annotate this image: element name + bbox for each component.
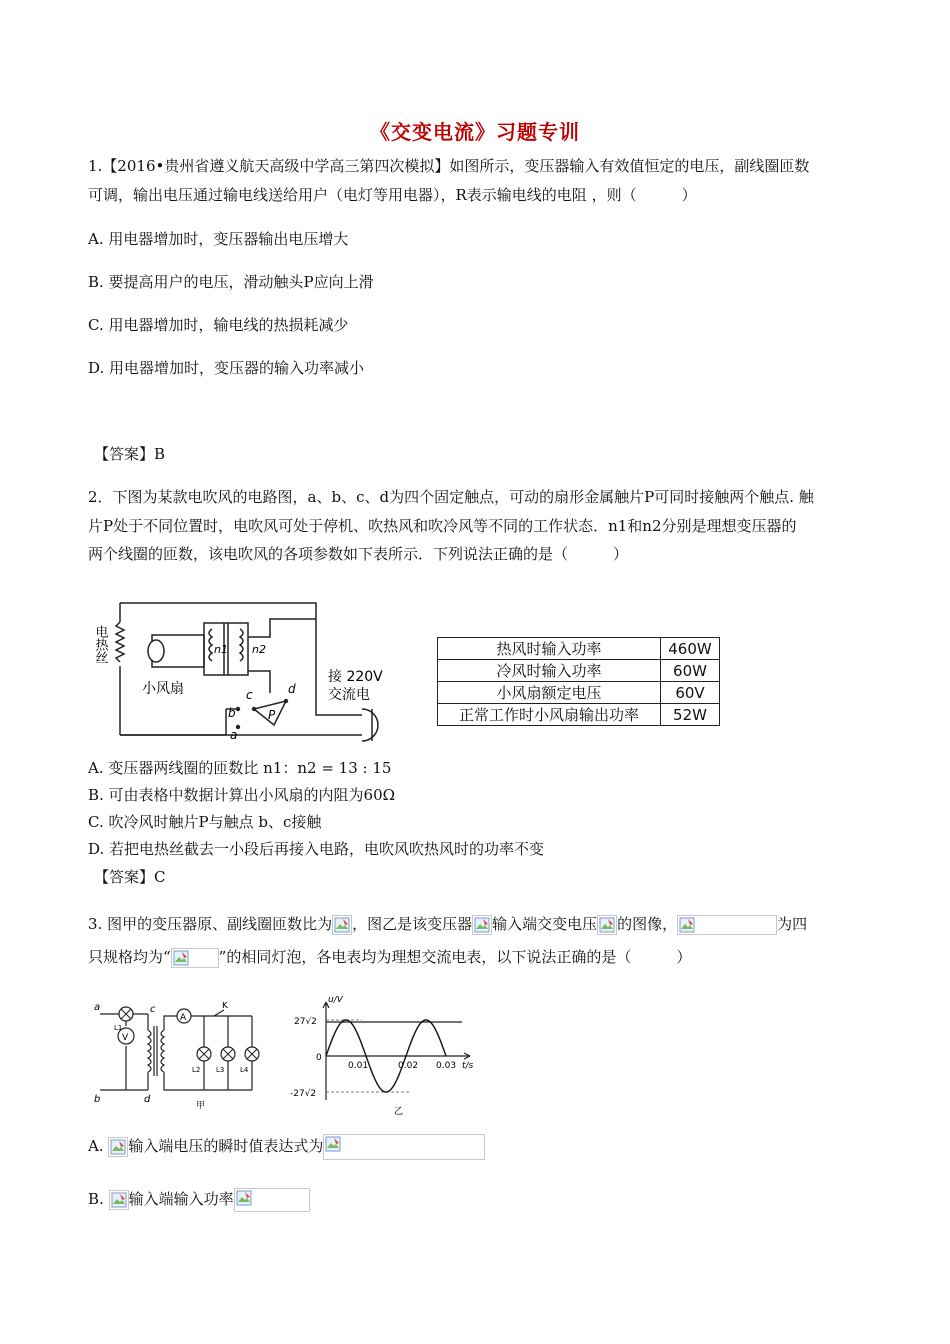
broken-image-icon bbox=[597, 915, 617, 935]
heater-label: 电热丝 bbox=[92, 625, 108, 664]
graph-ytop-label: 27√2 bbox=[294, 1017, 317, 1027]
graph-xlabel: t/s bbox=[462, 1061, 474, 1071]
q1-option-d: D. 用电器增加时，变压器的输入功率减小 bbox=[88, 359, 365, 377]
table-cell-param: 小风扇额定电压 bbox=[438, 682, 661, 704]
page-title: 《交变电流》习题专训 bbox=[370, 120, 580, 144]
broken-image-icon bbox=[108, 1137, 128, 1157]
q3-terminal-a: a bbox=[94, 1002, 101, 1013]
q3-terminal-d: d bbox=[144, 1094, 151, 1105]
q3-option-b-prefix: B. bbox=[88, 1190, 109, 1208]
q2-option-b: B. 可由表格中数据计算出小风扇的内阻为60Ω bbox=[88, 786, 396, 804]
broken-image-icon bbox=[323, 1134, 485, 1160]
broken-image-icon bbox=[234, 1188, 310, 1212]
transformer-lamp-circuit-diagram bbox=[92, 1002, 282, 1112]
table-cell-param: 正常工作时小风扇输出功率 bbox=[438, 704, 661, 726]
contact-a-label: a bbox=[230, 728, 238, 742]
table-row bbox=[438, 704, 720, 726]
q3-option-a-prefix: A. bbox=[88, 1137, 109, 1155]
n1-label: n1 bbox=[214, 643, 228, 656]
q3-stem-line1 bbox=[88, 914, 807, 935]
slider-p-label: P bbox=[268, 708, 276, 722]
broken-image-icon bbox=[677, 915, 777, 935]
contact-c-label: c bbox=[246, 688, 253, 702]
q1-answer: 【答案】B bbox=[94, 445, 166, 463]
broken-image-icon bbox=[109, 1190, 129, 1210]
broken-image-icon bbox=[332, 915, 352, 935]
voltmeter-label: V bbox=[122, 1033, 129, 1043]
q2-answer: 【答案】C bbox=[94, 868, 166, 886]
contact-b-label: b bbox=[228, 706, 236, 720]
q2-stem-line1: 2．下图为某款电吹风的电路图，a、b、c、d为四个固定触点，可动的扇形金属触片P可同时接触两个触点. 触 bbox=[88, 488, 814, 506]
table-cell-value: 60W bbox=[661, 660, 720, 682]
graph-ylabel: u/V bbox=[328, 996, 343, 1005]
q3-option-b-text: 输入端输入功率 bbox=[128, 1190, 234, 1208]
q1-option-b: B. 要提高用户的电压，滑动触头P应向上滑 bbox=[88, 273, 374, 291]
q3-option-b bbox=[88, 1188, 310, 1212]
hair-dryer-circuit-diagram bbox=[90, 597, 410, 747]
q3-option-a-text: 输入端电压的瞬时值表达式为 bbox=[128, 1137, 324, 1155]
lamp-l1-label: L1 bbox=[114, 1024, 123, 1032]
source-label-line1: 接 220V bbox=[328, 669, 383, 685]
q3-text-1b: ，图乙是该变压器 bbox=[352, 915, 473, 933]
table-cell-value: 52W bbox=[661, 704, 720, 726]
q1-option-a: A. 用电器增加时，变压器输出电压增大 bbox=[88, 230, 349, 248]
q3-terminal-b: b bbox=[94, 1094, 101, 1105]
graph-origin-label: 0 bbox=[316, 1053, 322, 1063]
figure-jia-label: 甲 bbox=[196, 1101, 206, 1111]
q2-stem-line3: 两个线圈的匝数，该电吹风的各项参数如下表所示．下列说法正确的是（ ） bbox=[88, 545, 629, 563]
table-row bbox=[438, 682, 720, 704]
graph-xtick-1: 0.01 bbox=[348, 1061, 369, 1071]
q3-text-1d: 的图像， bbox=[617, 915, 678, 933]
broken-image-icon bbox=[472, 915, 492, 935]
q3-text-1e: 为四 bbox=[777, 915, 808, 933]
q2-option-c: C. 吹冷风时触片P与触点 b、c接触 bbox=[88, 813, 322, 831]
contact-d-label: d bbox=[288, 682, 296, 696]
hair-dryer-parameter-table bbox=[437, 637, 720, 726]
q2-option-d: D. 若把电热丝截去一小段后再接入电路，电吹风吹热风时的功率不变 bbox=[88, 840, 545, 858]
q3-text-1c: 输入端交变电压 bbox=[492, 915, 598, 933]
q2-option-a: A. 变压器两线圈的匝数比 n1：n2 = 13 : 15 bbox=[88, 759, 392, 777]
fan-label: 小风扇 bbox=[142, 681, 184, 697]
n2-label: n2 bbox=[252, 643, 266, 656]
lamp-l2-label: L2 bbox=[192, 1066, 201, 1074]
q1-stem-line1: 1.【2016•贵州省遵义航天高级中学高三第四次模拟】如图所示，变压器输入有效值恒定的电压，副线圈匝数 bbox=[88, 157, 810, 175]
voltage-waveform-graph bbox=[290, 996, 490, 1116]
q3-text-2b: ”的相同灯泡，各电表均为理想交流电表，以下说法正确的是（ ） bbox=[218, 948, 692, 966]
graph-xtick-3: 0.03 bbox=[436, 1061, 457, 1071]
q2-stem-line2: 片P处于不同位置时，电吹风可处于停机、吹热风和吹冷风等不同的工作状态．n1和n2分别是理想变压器的 bbox=[88, 517, 797, 535]
graph-xtick-2: 0.02 bbox=[398, 1061, 419, 1071]
q1-stem-line2: 可调，输出电压通过输电线送给用户（电灯等用电器），R表示输电线的电阻 ，则（ ） bbox=[88, 186, 697, 204]
lamp-l4-label: L4 bbox=[240, 1066, 249, 1074]
broken-image-icon bbox=[171, 948, 219, 968]
q3-option-a bbox=[88, 1134, 485, 1160]
q3-stem-line2 bbox=[88, 947, 691, 968]
table-cell-param: 热风时输入功率 bbox=[438, 638, 661, 660]
switch-k-label: K bbox=[222, 1002, 228, 1011]
table-row bbox=[438, 660, 720, 682]
table-cell-value: 60V bbox=[661, 682, 720, 704]
ammeter-label: A bbox=[180, 1013, 187, 1023]
lamp-l3-label: L3 bbox=[216, 1066, 225, 1074]
q3-text-1a: 3. 图甲的变压器原、副线圈匝数比为 bbox=[88, 915, 333, 933]
q1-option-c: C. 用电器增加时，输电线的热损耗减少 bbox=[88, 316, 349, 334]
table-cell-param: 冷风时输入功率 bbox=[438, 660, 661, 682]
graph-ybottom-label: -27√2 bbox=[290, 1089, 317, 1099]
q3-terminal-c: c bbox=[150, 1004, 156, 1015]
table-cell-value: 460W bbox=[661, 638, 720, 660]
figure-yi-label: 乙 bbox=[394, 1107, 404, 1116]
q3-text-2a: 只规格均为“ bbox=[88, 948, 171, 966]
table-row bbox=[438, 638, 720, 660]
source-label-line2: 交流电 bbox=[328, 687, 370, 703]
